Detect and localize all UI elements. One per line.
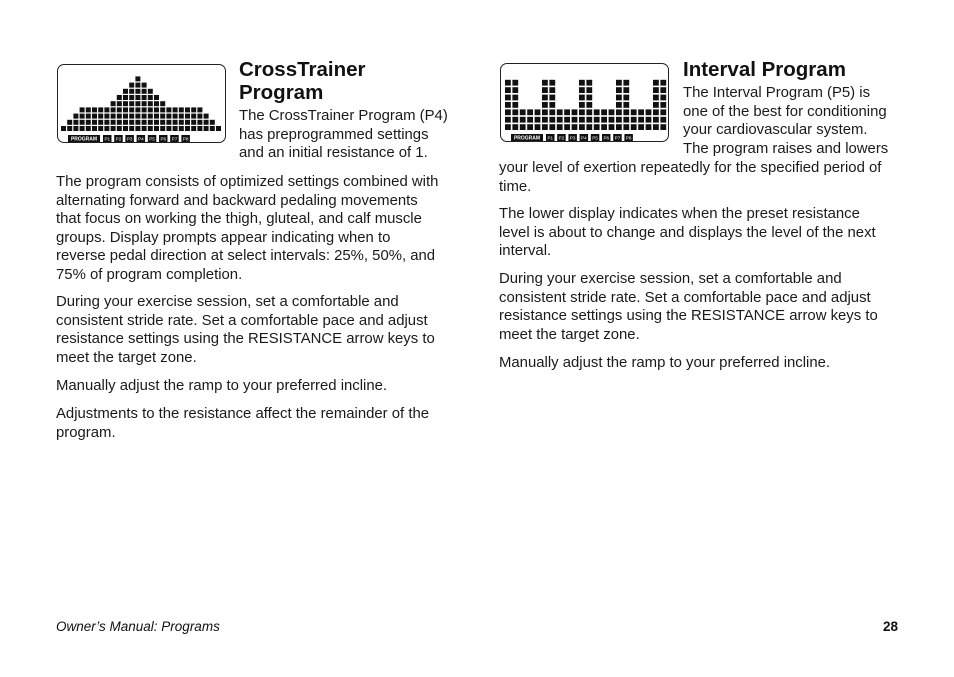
display-dot	[135, 120, 140, 125]
display-dot	[67, 126, 72, 131]
display-dot	[166, 126, 171, 131]
display-dot	[142, 95, 147, 100]
program-button-label: P7	[171, 136, 178, 142]
display-dot	[646, 109, 652, 115]
display-dot	[653, 117, 659, 123]
display-dot	[512, 124, 518, 130]
display-dot	[148, 95, 153, 100]
display-dot	[98, 120, 103, 125]
display-dot	[92, 114, 97, 119]
display-dot	[623, 95, 629, 101]
display-dot	[579, 80, 585, 86]
display-dot	[98, 114, 103, 119]
display-dot	[616, 124, 622, 130]
display-dot	[86, 126, 91, 131]
display-dot	[191, 114, 196, 119]
display-dot	[660, 124, 666, 130]
display-dot	[148, 114, 153, 119]
display-dot	[660, 117, 666, 123]
display-dot	[86, 114, 91, 119]
display-dot	[154, 101, 159, 106]
display-dot	[586, 124, 592, 130]
display-dot	[123, 89, 128, 94]
display-dot	[557, 117, 563, 123]
program-button-label: P4	[581, 135, 587, 141]
display-dot	[542, 80, 548, 86]
display-dot	[166, 120, 171, 125]
display-dot	[542, 95, 548, 101]
display-dot	[117, 120, 122, 125]
display-dot	[129, 83, 134, 88]
intro-line: The program raises and lowers	[683, 140, 889, 157]
display-dot	[535, 124, 541, 130]
display-dot	[505, 117, 511, 123]
display-dot	[135, 95, 140, 100]
display-dot	[197, 107, 202, 112]
display-dot	[594, 109, 600, 115]
display-dot	[111, 120, 116, 125]
display-dot	[660, 80, 666, 86]
display-dot	[572, 117, 578, 123]
display-dot	[148, 101, 153, 106]
display-dot	[616, 109, 622, 115]
display-dot	[623, 117, 629, 123]
display-dot	[646, 117, 652, 123]
display-dot	[660, 87, 666, 93]
display-dot	[512, 95, 518, 101]
crosstrainer-heading-line: Program	[239, 81, 324, 104]
display-dot	[631, 109, 637, 115]
display-dot	[173, 114, 178, 119]
display-dot	[166, 107, 171, 112]
display-dot	[73, 114, 78, 119]
display-dot	[111, 114, 116, 119]
interval-heading	[683, 58, 846, 81]
display-dot	[129, 126, 134, 131]
display-dot	[204, 114, 209, 119]
display-dot	[148, 126, 153, 131]
interval-paragraph	[499, 159, 881, 196]
display-dot	[579, 109, 585, 115]
paragraph-line: your level of exertion repeatedly for the specified period of	[499, 160, 882, 176]
display-dot	[129, 114, 134, 119]
display-dot	[579, 117, 585, 123]
display-dot	[616, 102, 622, 108]
display-dot	[129, 95, 134, 100]
paragraph-line: During your exercise session, set a comfortable and	[499, 271, 842, 287]
display-dot	[512, 87, 518, 93]
crosstrainer-program-display	[57, 64, 226, 143]
display-dot	[129, 101, 134, 106]
display-dot	[616, 80, 622, 86]
display-dot	[505, 87, 511, 93]
display-dot	[142, 114, 147, 119]
display-dot	[173, 107, 178, 112]
intro-line: your cardiovascular system.	[683, 122, 868, 139]
paragraph-line: Manually adjust the ramp to your preferred incline.	[499, 355, 831, 371]
display-dot	[549, 87, 555, 93]
display-dot	[142, 83, 147, 88]
display-dot	[154, 95, 159, 100]
display-dot	[123, 126, 128, 131]
display-dot	[631, 124, 637, 130]
display-dot	[616, 117, 622, 123]
display-dot	[135, 89, 140, 94]
program-button-label: P2	[115, 136, 122, 142]
display-dot	[586, 80, 592, 86]
interval-program-display	[500, 63, 669, 142]
display-dot	[204, 120, 209, 125]
display-dot	[185, 126, 190, 131]
display-dot	[80, 120, 85, 125]
display-dot	[148, 89, 153, 94]
display-dot	[542, 87, 548, 93]
display-dot	[564, 117, 570, 123]
display-dot	[653, 87, 659, 93]
display-dot	[210, 126, 215, 131]
display-dot	[123, 101, 128, 106]
display-dot	[160, 120, 165, 125]
paragraph-line: Adjustments to the resistance affect the remainder of the	[56, 406, 430, 422]
display-dot	[142, 120, 147, 125]
paragraph-line: The lower display indicates when the preset resistance	[499, 206, 860, 222]
display-dot	[142, 101, 147, 106]
display-dot	[185, 114, 190, 119]
display-dot	[135, 126, 140, 131]
program-button-label: P8	[182, 136, 189, 142]
paragraph-line: that focus on working the thigh, gluteal, and calf muscle	[56, 211, 422, 228]
display-dot	[154, 114, 159, 119]
display-dot	[594, 124, 600, 130]
display-dot	[505, 102, 511, 108]
display-dot	[129, 89, 134, 94]
display-dot	[160, 114, 165, 119]
display-dot	[123, 95, 128, 100]
display-dot	[520, 109, 526, 115]
display-dot	[631, 117, 637, 123]
display-dot	[104, 107, 109, 112]
display-dot	[86, 107, 91, 112]
display-dot	[117, 101, 122, 106]
display-dot	[601, 124, 607, 130]
display-dot	[623, 80, 629, 86]
display-dot	[653, 102, 659, 108]
display-dot	[92, 126, 97, 131]
paragraph-line: The program consists of optimized settings combined with	[56, 174, 439, 190]
display-dot	[505, 109, 511, 115]
display-dot	[80, 114, 85, 119]
program-button-label: P1	[104, 136, 111, 142]
display-dot	[520, 124, 526, 130]
display-dot	[535, 109, 541, 115]
display-dot	[660, 102, 666, 108]
program-button-label: P3	[126, 136, 133, 142]
display-dot	[117, 126, 122, 131]
paragraph-line: resistance settings using the RESISTANCE arrow keys to	[499, 308, 878, 325]
interval-heading-line: Interval Program	[683, 58, 846, 81]
display-dot	[135, 101, 140, 106]
display-dot	[601, 109, 607, 115]
display-dot	[542, 109, 548, 115]
display-dot	[160, 126, 165, 131]
crosstrainer-intro	[239, 107, 448, 163]
display-dot	[166, 114, 171, 119]
display-dot	[549, 124, 555, 130]
display-dot	[653, 95, 659, 101]
paragraph-line: meet the target zone.	[56, 349, 197, 366]
display-dot	[117, 114, 122, 119]
display-dot	[142, 107, 147, 112]
display-dot	[572, 124, 578, 130]
program-button-label: P1	[547, 135, 554, 141]
paragraph-line: consistent stride rate. Set a comfortable pace and adjust	[56, 312, 428, 329]
crosstrainer-profile-graphic	[58, 65, 227, 144]
display-dot	[210, 120, 215, 125]
program-button-label: P3	[569, 135, 576, 141]
display-dot	[557, 109, 563, 115]
display-dot	[135, 83, 140, 88]
display-dot	[623, 87, 629, 93]
display-dot	[185, 107, 190, 112]
display-dot	[542, 124, 548, 130]
display-dot	[104, 114, 109, 119]
display-dot	[542, 102, 548, 108]
display-dot	[197, 126, 202, 131]
display-dot	[557, 124, 563, 130]
display-dot	[535, 117, 541, 123]
intro-line: The CrossTrainer Program (P4)	[239, 108, 448, 124]
display-dot	[505, 80, 511, 86]
paragraph-line: Manually adjust the ramp to your preferred incline.	[56, 378, 388, 394]
display-dot	[179, 120, 184, 125]
display-dot	[549, 117, 555, 123]
display-dot	[527, 117, 533, 123]
display-dot	[638, 109, 644, 115]
display-dot	[123, 114, 128, 119]
display-dot	[142, 126, 147, 131]
display-dot	[111, 107, 116, 112]
display-dot	[197, 114, 202, 119]
display-dot	[173, 120, 178, 125]
paragraph-line: level is about to change and displays the level of the next	[499, 224, 876, 241]
display-dot	[98, 126, 103, 131]
display-dot	[92, 107, 97, 112]
display-dot	[123, 107, 128, 112]
display-dot	[179, 126, 184, 131]
display-dot	[135, 107, 140, 112]
display-dot	[80, 126, 85, 131]
display-dot	[98, 107, 103, 112]
display-dot	[549, 80, 555, 86]
display-dot	[148, 107, 153, 112]
paragraph-line: During your exercise session, set a comfortable and	[56, 294, 399, 310]
interval-paragraph	[499, 270, 878, 344]
display-dot	[67, 120, 72, 125]
display-dot	[601, 117, 607, 123]
display-dot	[586, 102, 592, 108]
display-dot	[564, 109, 570, 115]
display-dot	[638, 124, 644, 130]
display-dot	[154, 120, 159, 125]
display-dot	[129, 107, 134, 112]
display-dot	[579, 124, 585, 130]
display-dot	[104, 120, 109, 125]
display-dot	[542, 117, 548, 123]
display-dot	[160, 107, 165, 112]
display-dot	[512, 109, 518, 115]
display-dot	[111, 126, 116, 131]
paragraph-line: groups. Display prompts appear indicating when to	[56, 229, 391, 246]
paragraph-line: interval.	[499, 243, 552, 260]
program-button-label: P4	[138, 136, 144, 142]
interval-paragraph	[499, 354, 830, 373]
page-number: 28	[883, 619, 899, 634]
display-dot	[61, 126, 66, 131]
program-button-label: P6	[603, 135, 610, 141]
display-dot	[527, 124, 533, 130]
display-dot	[527, 109, 533, 115]
display-dot	[609, 124, 615, 130]
program-button-label: P2	[558, 135, 565, 141]
interval-profile-graphic	[501, 64, 670, 143]
display-dot	[653, 109, 659, 115]
display-dot	[623, 102, 629, 108]
display-dot	[579, 102, 585, 108]
program-label: PROGRAM	[513, 135, 541, 142]
display-dot	[609, 109, 615, 115]
display-dot	[660, 109, 666, 115]
display-dot	[638, 117, 644, 123]
paragraph-line: time.	[499, 178, 532, 195]
display-dot	[520, 117, 526, 123]
display-dot	[549, 95, 555, 101]
display-dot	[586, 87, 592, 93]
display-dot	[197, 120, 202, 125]
display-dot	[191, 107, 196, 112]
intro-line: one of the best for conditioning	[683, 103, 887, 120]
display-dot	[564, 124, 570, 130]
display-dot	[623, 124, 629, 130]
display-dot	[594, 117, 600, 123]
display-dot	[191, 126, 196, 131]
display-dot	[179, 107, 184, 112]
display-dot	[92, 120, 97, 125]
interval-intro	[683, 84, 888, 158]
display-dot	[616, 95, 622, 101]
crosstrainer-paragraph	[56, 377, 387, 396]
display-dot	[104, 126, 109, 131]
display-dot	[505, 95, 511, 101]
intro-line: The Interval Program (P5) is	[683, 85, 871, 101]
display-dot	[512, 80, 518, 86]
display-dot	[204, 126, 209, 131]
display-dot	[154, 107, 159, 112]
display-dot	[646, 124, 652, 130]
display-dot	[660, 95, 666, 101]
display-dot	[623, 109, 629, 115]
display-dot	[117, 95, 122, 100]
display-dot	[86, 120, 91, 125]
display-dot	[549, 102, 555, 108]
display-dot	[160, 101, 165, 106]
display-dot	[616, 87, 622, 93]
display-dot	[586, 109, 592, 115]
paragraph-line: program.	[56, 424, 116, 441]
intro-line: and an initial resistance of 1.	[239, 145, 428, 162]
program-button-label: P5	[149, 136, 155, 142]
crosstrainer-paragraph	[56, 405, 429, 442]
paragraph-line: consistent stride rate. Set a comfortable pace and adjust	[499, 289, 871, 306]
display-dot	[586, 95, 592, 101]
intro-line: has preprogrammed settings	[239, 126, 429, 143]
display-dot	[216, 126, 221, 131]
display-dot	[111, 101, 116, 106]
display-dot	[142, 89, 147, 94]
crosstrainer-paragraph	[56, 293, 435, 367]
display-dot	[185, 120, 190, 125]
display-dot	[609, 117, 615, 123]
program-label: PROGRAM	[70, 136, 98, 143]
display-dot	[512, 102, 518, 108]
paragraph-line: reverse pedal direction at select intervals: 25%, 50%, and	[56, 248, 436, 265]
display-dot	[73, 120, 78, 125]
paragraph-line: meet the target zone.	[499, 326, 640, 343]
display-dot	[579, 95, 585, 101]
display-dot	[572, 109, 578, 115]
display-dot	[549, 109, 555, 115]
display-dot	[129, 120, 134, 125]
display-dot	[80, 107, 85, 112]
program-button-label: P5	[592, 135, 598, 141]
display-dot	[586, 117, 592, 123]
crosstrainer-heading-line: CrossTrainer	[239, 58, 366, 81]
display-dot	[135, 114, 140, 119]
display-dot	[512, 117, 518, 123]
paragraph-line: 75% of program completion.	[56, 266, 243, 283]
display-dot	[148, 120, 153, 125]
display-dot	[135, 76, 140, 81]
footer-manual-title: Owner’s Manual: Programs	[56, 619, 220, 634]
paragraph-line: resistance settings using the RESISTANCE arrow keys to	[56, 331, 435, 348]
display-dot	[653, 124, 659, 130]
crosstrainer-heading	[239, 58, 365, 104]
paragraph-line: alternating forward and backward pedaling movements	[56, 192, 418, 209]
display-dot	[117, 107, 122, 112]
display-dot	[154, 126, 159, 131]
program-button-label: P7	[614, 135, 621, 141]
display-dot	[579, 87, 585, 93]
crosstrainer-paragraph	[56, 173, 438, 285]
display-dot	[73, 126, 78, 131]
display-dot	[123, 120, 128, 125]
program-button-label: P8	[625, 135, 632, 141]
display-dot	[653, 80, 659, 86]
display-dot	[179, 114, 184, 119]
interval-paragraph	[499, 205, 876, 261]
display-dot	[173, 126, 178, 131]
display-dot	[191, 120, 196, 125]
display-dot	[505, 124, 511, 130]
program-button-label: P6	[160, 136, 167, 142]
